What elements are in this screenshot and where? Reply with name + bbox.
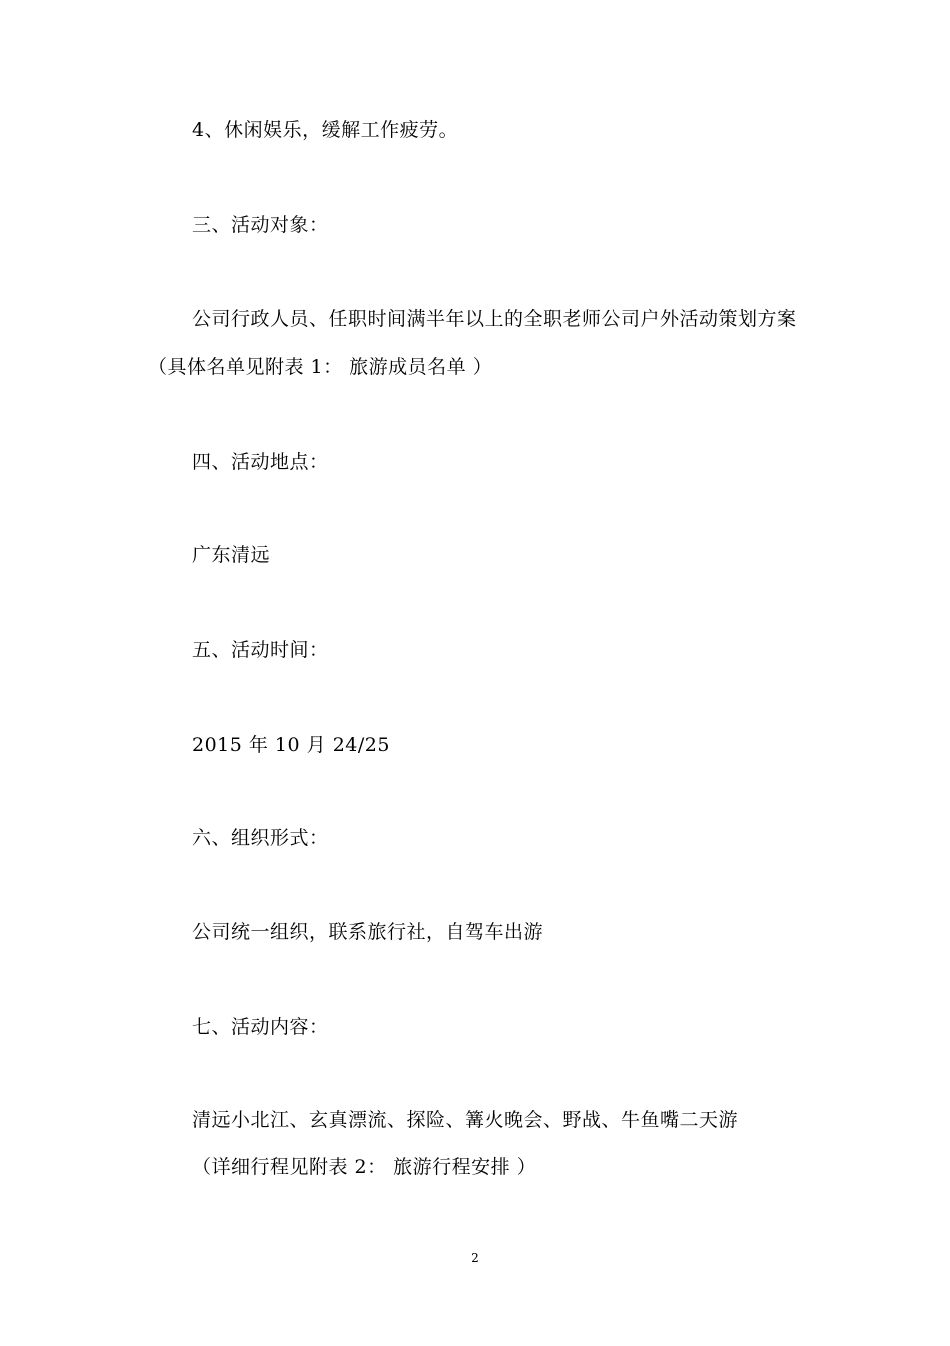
participants-text: 公司行政人员、任职时间满半年以上的全职老师公司户外活动策划方案 bbox=[192, 308, 797, 330]
objective-item-4: 4、休闲娱乐，缓解工作疲劳。 bbox=[192, 119, 459, 141]
location-text: 广东清远 bbox=[192, 544, 271, 566]
section-heading-content: 七、活动内容： bbox=[192, 1016, 329, 1038]
section-heading-organization: 六、组织形式： bbox=[192, 827, 329, 849]
participants-note: （具体名单见附表 1： 旅游成员名单 ） bbox=[148, 356, 493, 378]
section-heading-location: 四、活动地点： bbox=[192, 451, 329, 473]
organization-text: 公司统一组织，联系旅行社，自驾车出游 bbox=[192, 921, 544, 943]
section-heading-time: 五、活动时间： bbox=[192, 639, 329, 661]
page-number: 2 bbox=[471, 1251, 479, 1265]
time-text: 2015 年 10 月 24/25 bbox=[192, 734, 390, 756]
content-text: 清远小北江、玄真漂流、探险、篝火晚会、野战、牛鱼嘴二天游 bbox=[192, 1109, 739, 1131]
content-note: （详细行程见附表 2： 旅游行程安排 ） bbox=[192, 1156, 537, 1178]
section-heading-participants: 三、活动对象： bbox=[192, 214, 329, 236]
